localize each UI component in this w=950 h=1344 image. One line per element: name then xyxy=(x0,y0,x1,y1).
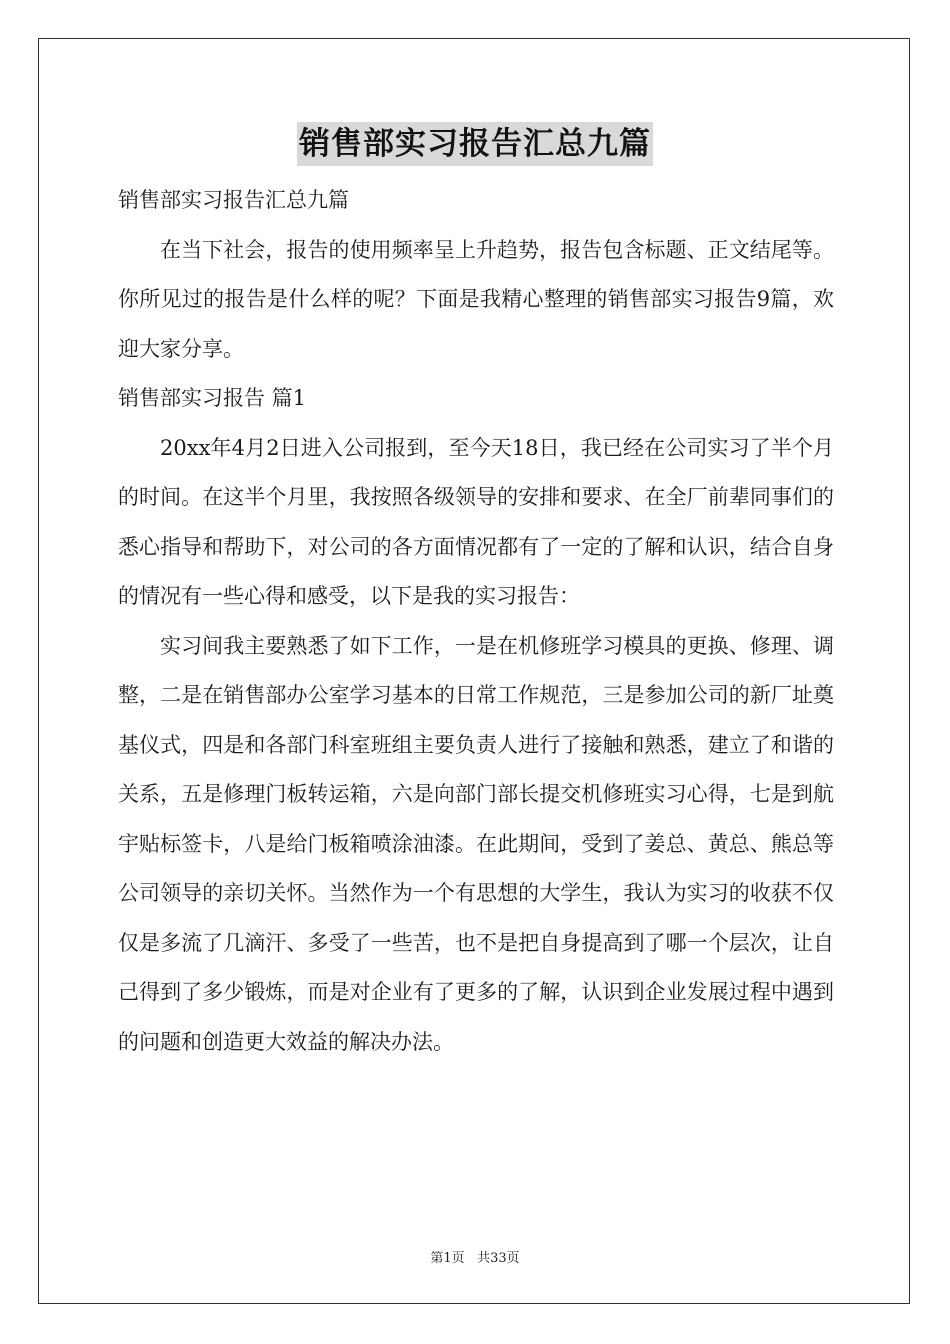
body-paragraph: 实习间我主要熟悉了如下工作，一是在机修班学习模具的更换、修理、调整，二是在销售部办公室学习基本的日常工作规范，三是参加公司的新厂址奠基仪式，四是和各部门科室班组主要负责人进行了接触和熟悉，建立了和谐的关系，五是修理门板转运箱，六是向部门部长提交机修班实习心得，七是到航宇贴标签卡，八是给门板箱喷涂油漆。在此期间，受到了姜总、黄总、熊总等公司领导的亲切关怀。当然作为一个有思想的大学生，我认为实习的收获不仅仅是多流了几滴汗、多受了一些苦，也不是把自身提高到了哪一个层次，让自己得到了多少锻炼，而是对企业有了更多的了解，认识到企业发展过程中遇到的问题和创造更大效益的解决办法。 xyxy=(118,633,834,1054)
title-container xyxy=(0,122,950,166)
section-heading: 销售部实习报告 篇1 xyxy=(118,386,307,410)
document-body xyxy=(118,176,834,1067)
page-total: 共33页 xyxy=(477,1251,520,1266)
intro-paragraph: 在当下社会，报告的使用频率呈上升趋势，报告包含标题、正文结尾等。你所见过的报告是什么样的呢？下面是我精心整理的销售部实习报告9篇，欢迎大家分享。 xyxy=(118,237,834,361)
page-number: 第1页 xyxy=(430,1251,465,1266)
body-paragraph: 20xx年4月2日进入公司报到，至今天18日，我已经在公司实习了半个月的时间。在这半个月里，我按照各级领导的安排和要求、在全厂前辈同事们的悉心指导和帮助下，对公司的各方面情况都有了一定的了解和认识，结合自身的情况有一些心得和感受，以下是我的实习报告： xyxy=(118,435,834,608)
page-footer xyxy=(0,1247,950,1266)
subtitle-paragraph: 销售部实习报告汇总九篇 xyxy=(118,188,349,212)
document-title: 销售部实习报告汇总九篇 xyxy=(297,122,653,166)
